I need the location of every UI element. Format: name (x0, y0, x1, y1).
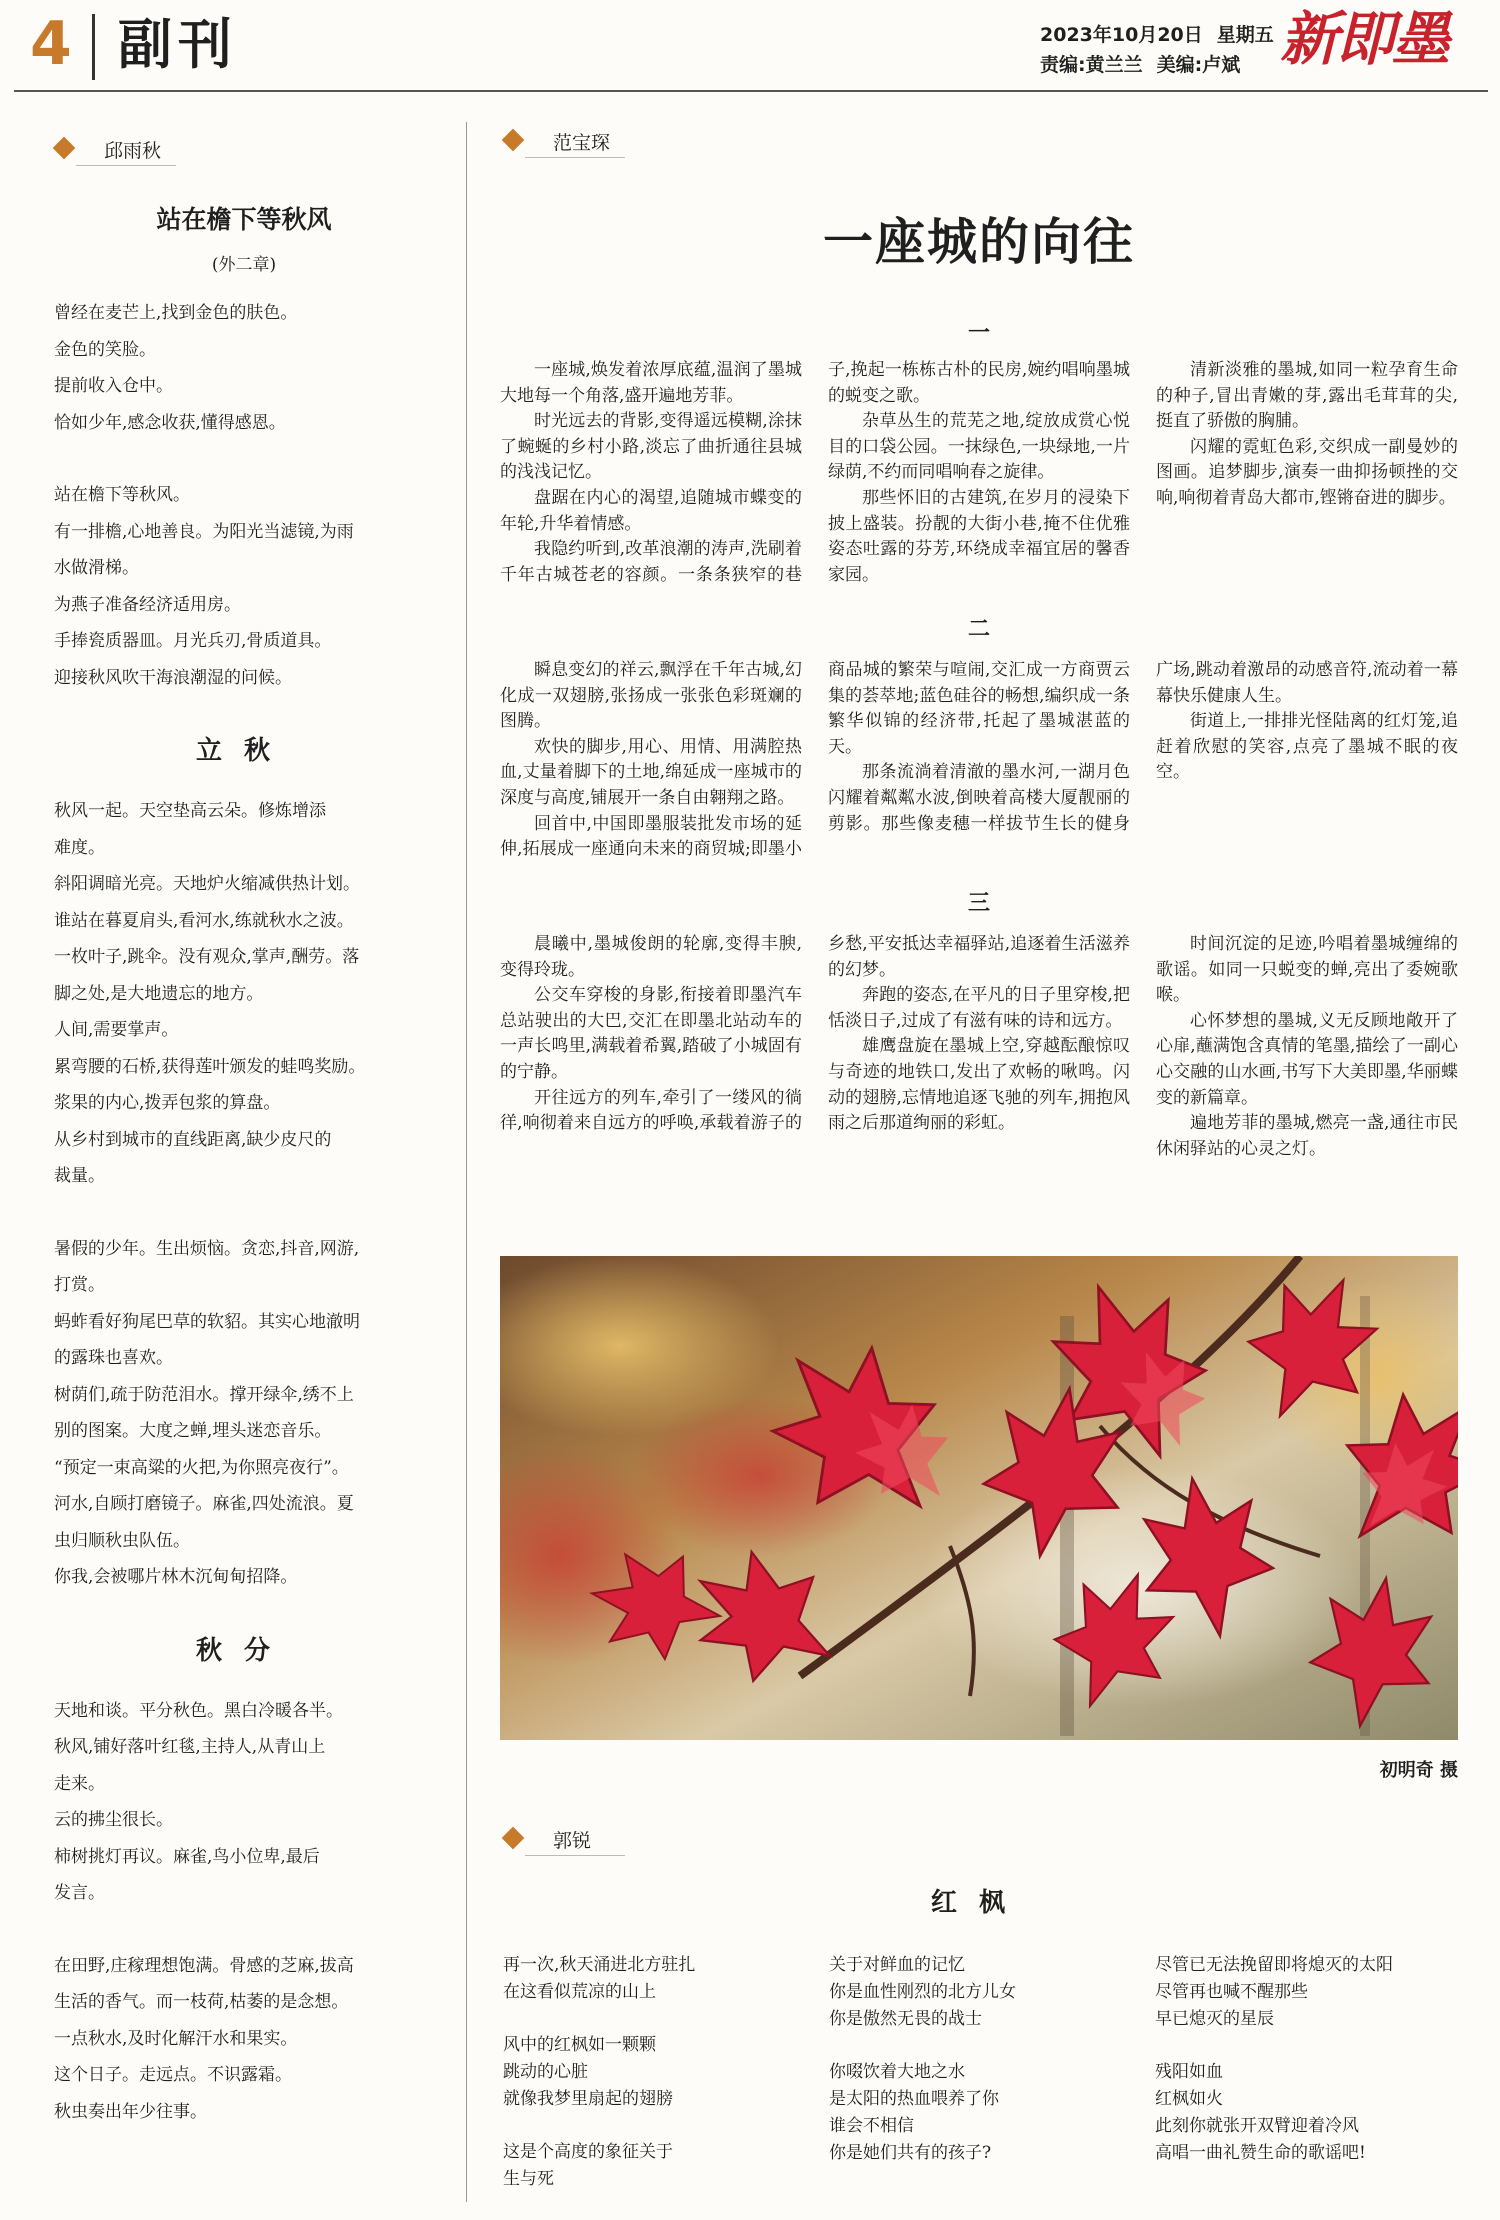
poem-line: 曾经在麦芒上,找到金色的肤色。 (54, 303, 298, 323)
author-name: 邱雨秋 (104, 140, 162, 162)
diamond-icon (53, 137, 76, 160)
poem-column-1 (503, 1952, 803, 2193)
left-column-poem (54, 200, 434, 2130)
stanza-3 (54, 793, 434, 1195)
article-paragraph: 回首中,中国即墨服装批发市场的延伸,拓展成一座通向未来的商贸城;即墨小商品城的繁荣与喧闹,交汇成一方商贾云集的荟萃地;蓝色硅谷的畅想,编织成一条繁华似锦的经济带,托起了墨城湛蓝的天。 (500, 660, 1130, 860)
poem-line: 为燕子准备经济适用房。 (54, 594, 241, 615)
poem-line: 红枫如火 (1155, 2089, 1223, 2109)
poem-line: 天地和谈。平分秋色。黑白冷暖各半。 (54, 1700, 343, 1721)
editor-credit: 责编:黄兰兰 (1040, 54, 1143, 76)
article-paragraph: 遍地芳菲的墨城,燃亮一盏,通往市民休闲驿站的心灵之灯。 (1156, 1113, 1458, 1159)
article-paragraph: 杂草丛生的荒芜之地,绽放成赏心悦目的口袋公园。一抹绿色,一块绿地,一片绿荫,不约而同唱响春之旋律。 (828, 411, 1130, 483)
part-heading-1: 一 (967, 320, 990, 346)
poem-line: 生与死 (503, 2169, 554, 2189)
poem-column-2 (829, 1952, 1129, 2167)
article-headline: 一座城的向往 (823, 213, 1135, 271)
article-part-1 (500, 358, 1458, 620)
poem-line: 河水,自顾打磨镜子。麻雀,四处流浪。夏 (54, 1494, 354, 1514)
poem-line: 金色的笑脸。 (54, 339, 156, 360)
poem-line: 站在檐下等秋风。 (54, 485, 190, 505)
poem-column-3 (1155, 1952, 1455, 2167)
article-paragraph: 公交车穿梭的身影,衔接着即墨汽车总站驶出的大巴,交汇在即墨北站动车的一声长鸣里,满载着希翼,踏破了小城固有的宁静。 (500, 985, 802, 1082)
issue-date: 2023年10月20日 (1040, 24, 1203, 46)
poem-line: 再一次,秋天涌进北方驻扎 (503, 1955, 696, 1975)
poem-line: 一枚叶子,跳伞。没有观众,掌声,酬劳。落 (54, 947, 360, 967)
poem-line: 的露珠也喜欢。 (54, 1348, 173, 1368)
poem-line: 发言。 (54, 1883, 105, 1903)
author-name: 范宝琛 (553, 132, 611, 154)
poem-line: 尽管已无法挽留即将熄灭的太阳 (1155, 1955, 1393, 1975)
poem-line: 秋虫奏出年少往事。 (54, 2101, 207, 2122)
poem-title: 站在檐下等秋风 (156, 205, 332, 234)
poem-line: 树荫们,疏于防范泪水。撑开绿伞,绣不上 (54, 1384, 354, 1405)
poem-line: 打赏。 (54, 1275, 105, 1295)
article-paragraph: 时间沉淀的足迹,吟唱着墨城缠绵的歌谣。如同一只蜕变的蝉,亮出了委婉歌喉。 (1156, 934, 1458, 1006)
author-underline (525, 1855, 625, 1856)
article-paragraph: 街道上,一排排光怪陆离的红灯笼,追赶着欣慰的笑容,点亮了墨城不眠的夜空。 (1156, 711, 1458, 783)
article-paragraph: 那条流淌着清澈的墨水河,一湖月色闪耀着粼粼水波,倒映着高楼大厦靓丽的剪影。那些像麦穗一样拔节生长的健身广场,跳动着激昂的动感音符,流动着一幕幕快乐健康人生。 (828, 660, 1458, 834)
poem-line: 残阳如血 (1155, 2062, 1223, 2082)
author-name: 郭锐 (553, 1830, 592, 1852)
poem-line: 有一排檐,心地善良。为阳光当滤镜,为雨 (54, 521, 354, 542)
poem-line: 云的拂尘很长。 (54, 1810, 173, 1830)
section-title-qiufen: 秋分 (195, 1635, 292, 1666)
poem-line: 恰如少年,感念收获,懂得感恩。 (54, 412, 286, 433)
article-paragraph: 我隐约听到,改革浪潮的涛声,洗刷着千年古城苍老的容颜。一条条狭窄的巷子,挽起一栋栋古朴的民房,婉约唱响墨城的蜕变之歌。 (500, 360, 1130, 585)
stanza-4 (54, 1231, 434, 1596)
poem-line: 早已熄灭的星辰 (1155, 2009, 1274, 2029)
maple-leaves-photo (500, 1256, 1458, 1740)
author-tag-hongfeng (505, 1826, 705, 1856)
author-underline (76, 165, 176, 166)
poem-line: 你啜饮着大地之水 (829, 2062, 965, 2082)
poem-line: 秋风,铺好落叶红毯,主持人,从青山上 (54, 1737, 326, 1757)
article-paragraph: 欢快的脚步,用心、用情、用满腔热血,丈量着脚下的土地,绵延成一座城市的深度与高度,铺展开一条自由翱翔之路。 (500, 736, 802, 808)
poem-line: 谁会不相信 (829, 2116, 914, 2136)
diamond-icon (502, 129, 525, 152)
poem-line: 谁站在暮夏肩头,看河水,练就秋水之波。 (54, 910, 354, 931)
poem-line: 暑假的少年。生出烦恼。贪恋,抖音,网游, (54, 1238, 360, 1259)
poem-line: 从乡村到城市的直线距离,缺少皮尺的 (54, 1129, 332, 1150)
section-title-liqiu: 立秋 (195, 736, 292, 766)
poem-line: 你是她们共有的孩子? (829, 2143, 992, 2163)
stanza-5 (54, 1693, 434, 1912)
poem-line: 裁量。 (54, 1166, 105, 1186)
poem-line: 浆果的内心,拨弄包浆的算盘。 (54, 1093, 281, 1113)
poem-line: “预定一束高粱的火把,为你照亮夜行”。 (54, 1457, 349, 1478)
poem-line: 秋风一起。天空垫高云朵。修炼增添 (54, 801, 326, 821)
poem-line: 别的图案。大度之蝉,埋头迷恋音乐。 (54, 1421, 332, 1441)
article-paragraph: 晨曦中,墨城俊朗的轮廓,变得丰腴,变得玲珑。 (500, 934, 802, 980)
poem-line: 提前收入仓中。 (54, 376, 173, 396)
poem-line: 是太阳的热血喂养了你 (829, 2089, 999, 2109)
poem-line: 你是傲然无畏的战士 (829, 2009, 982, 2029)
newspaper-logo: 新即墨 (1280, 5, 1449, 73)
poem-line: 累弯腰的石桥,获得莲叶颁发的蛙鸣奖励。 (54, 1056, 366, 1077)
poem-line: 跳动的心脏 (503, 2062, 588, 2082)
poem-line: 走来。 (54, 1773, 105, 1794)
masthead-rule (14, 90, 1488, 92)
poem-line: 风中的红枫如一颗颗 (503, 2035, 656, 2055)
article-paragraph: 心怀梦想的墨城,义无反顾地敞开了心扉,蘸满饱含真情的笔墨,描绘了一副心心交融的山水画,书写下大美即墨,华丽蝶变的新篇章。 (1156, 1010, 1458, 1108)
masthead-divider (92, 14, 95, 80)
column-divider (466, 122, 467, 2202)
poem-line: 水做滑梯。 (54, 558, 139, 578)
poem-line: 柿树挑灯再议。麻雀,鸟小位卑,最后 (54, 1846, 320, 1867)
stanza-1 (54, 295, 434, 441)
poem-line: 高唱一曲礼赞生命的歌谣吧! (1155, 2143, 1366, 2163)
article-part-3 (500, 932, 1458, 1202)
article-paragraph: 时光远去的背影,变得遥远模糊,涂抹了蜿蜒的乡村小路,淡忘了曲折通往县城的浅浅记忆。 (500, 411, 802, 483)
designer-credit: 美编:卢斌 (1156, 54, 1241, 76)
poem-line: 此刻你就张开双臂迎着冷风 (1155, 2116, 1359, 2136)
poem-line: 在田野,庄稼理想饱满。骨感的芝麻,拔高 (54, 1955, 354, 1976)
masthead (0, 0, 1500, 96)
article-part-2 (500, 658, 1458, 880)
poem-line: 尽管再也喊不醒那些 (1155, 1982, 1308, 2002)
poem-line: 你我,会被哪片林木沉甸甸招降。 (54, 1567, 298, 1587)
issue-weekday: 星期五 (1216, 24, 1274, 46)
author-tag-left (56, 136, 256, 166)
poem-title-hongfeng: 红枫 (930, 1888, 1027, 1918)
article-paragraph: 一座城,焕发着浓厚底蕴,温润了墨城大地每一个角落,盛开遍地芳菲。 (500, 360, 802, 406)
article-paragraph: 雄鹰盘旋在墨城上空,穿越酝酿惊叹与奇迹的地铁口,发出了欢畅的啾鸣。闪动的翅膀,忘情地追逐飞驰的列车,拥抱风雨之后那道绚丽的彩虹。 (828, 1036, 1130, 1134)
poem-line: 在这看似荒凉的山上 (503, 1982, 656, 2002)
article-paragraph: 闪耀的霓虹色彩,交织成一副曼妙的图画。追梦脚步,演奏一曲抑扬顿挫的交响,响彻着青岛大都市,铿锵奋进的脚步。 (1156, 436, 1458, 508)
poem-line: 迎接秋风吹干海浪潮湿的问候。 (54, 667, 292, 688)
masthead-info (1040, 20, 1288, 80)
poem-line: 生活的香气。而一枝荷,枯萎的是念想。 (54, 1992, 349, 2012)
poem-line: 这是个高度的象征关于 (503, 2142, 673, 2162)
maple-leaves-illustration (500, 1256, 1458, 1740)
poem-line: 关于对鲜血的记忆 (829, 1955, 965, 1975)
diamond-icon (502, 1827, 525, 1850)
page-number: 4 (30, 9, 72, 79)
section-name: 副刊 (118, 13, 238, 76)
poem-line: 一点秋水,及时化解汗水和果实。 (54, 2028, 298, 2049)
poem-line: 这个日子。走远点。不识露霜。 (54, 2065, 292, 2085)
article-paragraph: 那些怀旧的古建筑,在岁月的浸染下披上盛装。扮靓的大街小巷,掩不住优雅姿态吐露的芬芳,环绕成幸福宜居的馨香家园。 (828, 487, 1130, 585)
poem-subtitle: (外二章) (211, 255, 277, 275)
part-heading-2: 二 (967, 616, 990, 642)
stanza-6 (54, 1948, 434, 2131)
author-underline (525, 157, 625, 158)
article-paragraph: 清新淡雅的墨城,如同一粒孕育生命的种子,冒出青嫩的芽,露出毛茸茸的尖,挺直了骄傲的胸脯。 (1156, 360, 1458, 432)
article-paragraph: 瞬息变幻的祥云,飘浮在千年古城,幻化成一双翅膀,张扬成一张张色彩斑斓的图腾。 (500, 660, 802, 732)
poem-line: 脚之处,是大地遗忘的地方。 (54, 983, 264, 1004)
article-paragraph: 奔跑的姿态,在平凡的日子里穿梭,把恬淡日子,过成了有滋有味的诗和远方。 (828, 985, 1130, 1031)
poem-line: 手捧瓷质器皿。月光兵刃,骨质道具。 (54, 631, 332, 651)
poem-line: 虫归顺秋虫队伍。 (54, 1530, 190, 1551)
author-tag-main (505, 128, 705, 158)
photo-credit: 初明奇 摄 (1379, 1760, 1458, 1781)
article-paragraph: 开往远方的列车,牵引了一缕风的徜徉,响彻着来自远方的呼唤,承载着游子的乡愁,平安抵达幸福驿站,追逐着生活滋养的幻梦。 (500, 934, 1130, 1134)
stanza-2 (54, 477, 434, 696)
poem-line: 你是血性刚烈的北方儿女 (829, 1982, 1016, 2002)
poem-line: 人间,需要掌声。 (54, 1020, 179, 1040)
poem-line: 就像我梦里扇起的翅膀 (503, 2089, 673, 2109)
poem-line: 难度。 (54, 837, 105, 858)
part-heading-3: 三 (967, 890, 990, 916)
poem-line: 蚂蚱看好狗尾巴草的软貂。其实心地澈明 (54, 1311, 360, 1332)
poem-line: 斜阳调暗光亮。天地炉火缩减供热计划。 (54, 874, 360, 894)
article-paragraph: 盘踞在内心的渴望,追随城市蝶变的年轮,升华着情感。 (500, 487, 802, 534)
